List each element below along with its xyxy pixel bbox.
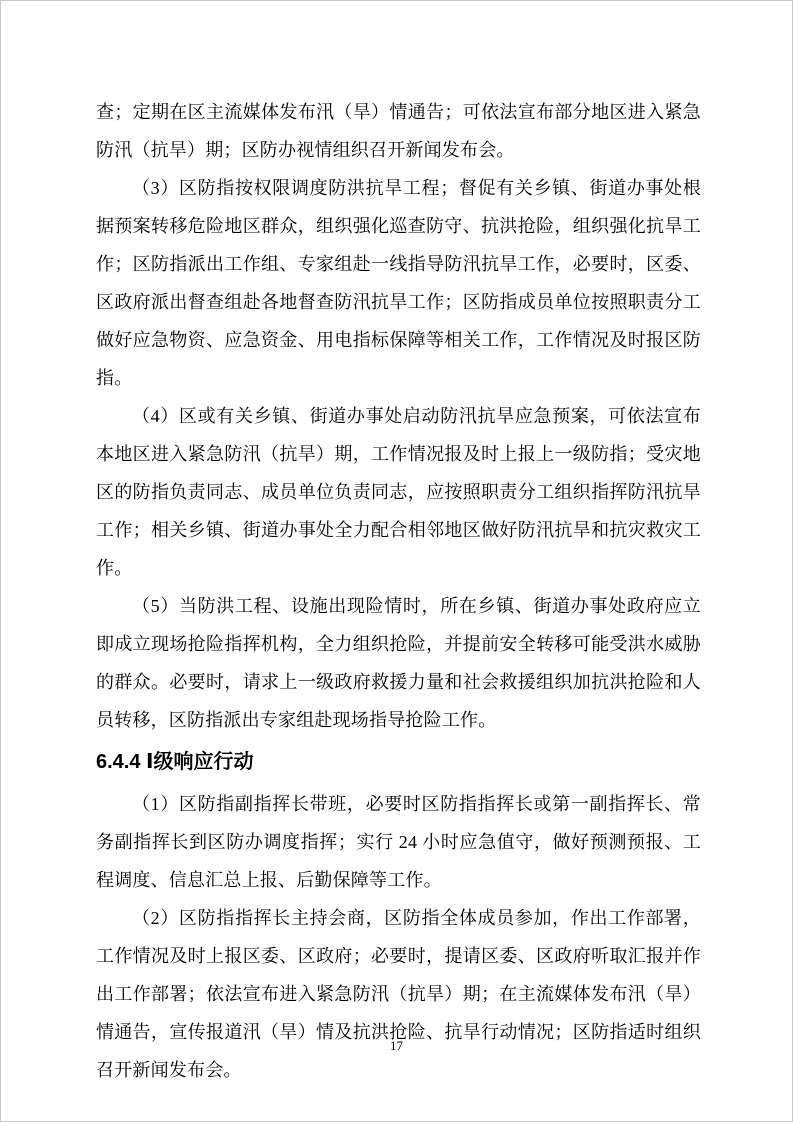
page-footer — [1, 1037, 792, 1055]
paragraph: 查；定期在区主流媒体发布汛（旱）情通告；可依法宣布部分地区进入紧急防汛（抗旱）期；区防办视情组织召开新闻发布会。 — [96, 102, 701, 160]
section-heading: 6.4.4 Ⅰ级响应行动 — [96, 751, 254, 773]
paragraph: （5）当防洪工程、设施出现险情时，所在乡镇、街道办事处政府应立即成立现场抢险指挥机构，全力组织抢险，并提前安全转移可能受洪水威胁的群众。必要时，请求上一级政府救援力量和社会救援组织加抗洪抢险和人员转移，区防指派出专家组赴现场指导抢险工作。 — [96, 596, 701, 730]
document-body — [96, 93, 701, 1089]
paragraph: （3）区防指按权限调度防洪抗旱工程；督促有关乡镇、街道办事处根据预案转移危险地区群众，组织强化巡查防守、抗洪抢险，组织强化抗旱工作；区防指派出工作组、专家组赴一线指导防汛抗旱工作，必要时，区委、区政府派出督查组赴各地督查防汛抗旱工作；区防指成员单位按照职责分工做好应急物资、应急资金、用电指标保障等相关工作，工作情况及时报区防指。 — [96, 178, 701, 388]
page-number: 17 — [390, 1038, 403, 1053]
paragraph: （4）区或有关乡镇、街道办事处启动防汛抗旱应急预案，可依法宣布本地区进入紧急防汛（抗旱）期，工作情况报及时上报上一级防指；受灾地区的防指负责同志、成员单位负责同志，应按照职责分工组织指挥防汛抗旱工作；相关乡镇、街道办事处全力配合相邻地区做好防汛抗旱和抗灾救灾工作。 — [96, 406, 701, 578]
paragraph: （1）区防指副指挥长带班，必要时区防指指挥长或第一副指挥长、常务副指挥长到区防办调度指挥；实行 24 小时应急值守，做好预测预报、工程调度、信息汇总上报、后勤保障等工作。 — [96, 794, 701, 890]
paragraph: （2）区防指指挥长主持会商，区防指全体成员参加，作出工作部署，工作情况及时上报区委、区政府；必要时，提请区委、区政府听取汇报并作出工作部署；依法宣布进入紧急防汛（抗旱）期；在主流媒体发布汛（旱）情通告，宣传报道汛（旱）情及抗洪抢险、抗旱行动情况；区防指适时组织召开新闻发布会。 — [96, 908, 701, 1080]
